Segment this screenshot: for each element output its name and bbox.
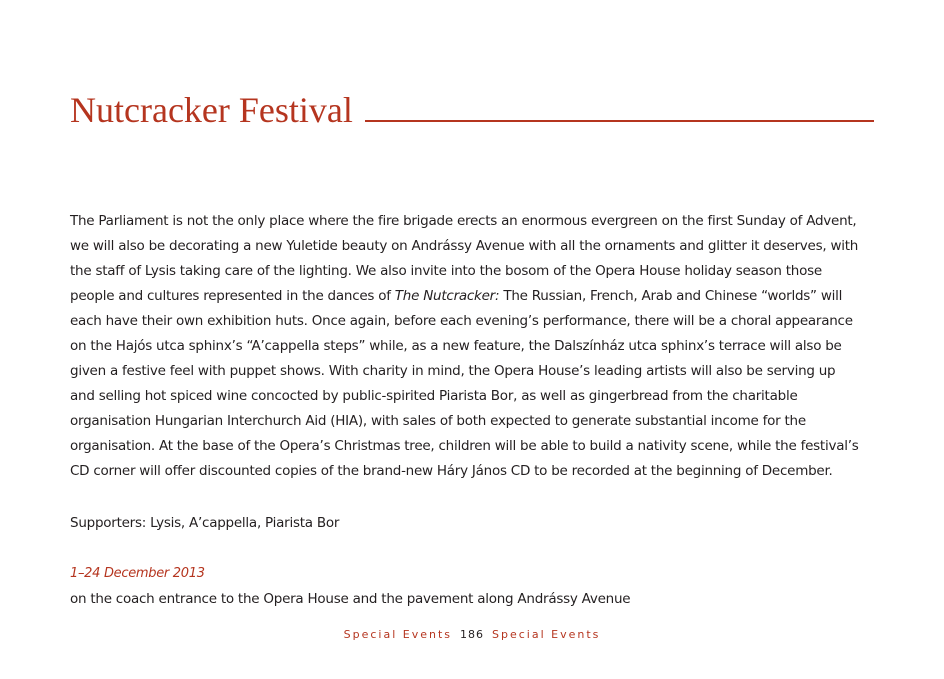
body-text-part-1: The Parliament is not the only place where the fire brigade erects an enormous evergreen on the first Sunday of Advent, we will also be decorating a new Yuletide beauty on Andrássy Avenue with all the ornaments and glitter it deserves, with the staff of Lysis taking care of the lighting. We also invite into the bosom of the Opera House holiday season those people and cultures represented in the dances of <box>70 213 859 304</box>
body-text <box>70 209 860 484</box>
title-row <box>70 88 874 132</box>
page-footer <box>0 626 944 644</box>
body-text-part-2: The Russian, French, Arab and Chinese “worlds” will each have their own exhibition huts. Once again, before each evening’s performance, there will be a choral appearance on the Hajós utca sphinx’s “A’cappella steps” while, as a new feature, the Dalszínház utca sphinx’s terrace will also be given a festive feel with puppet shows. With charity in mind, the Opera House’s leading artists will also be serving up and selling hot spiced wine concocted by public-spirited Piarista Bor, as well as gingerbread from the charitable organisation Hungarian Interchurch Aid (HIA), with sales of both expected to generate substantial income for the organisation. At the base of the Opera’s Christmas tree, children will be able to build a nativity scene, while the festival’s CD corner will offer discounted copies of the brand-new Háry János CD to be recorded at the beginning of December. <box>70 288 859 479</box>
title-rule <box>365 120 874 122</box>
supporters-line: Supporters: Lysis, A’cappella, Piarista Bor <box>70 515 340 531</box>
event-location: on the coach entrance to the Opera House and the pavement along Andrássy Avenue <box>70 591 631 607</box>
nutcracker-title-italic: The Nutcracker: <box>394 288 500 304</box>
event-date: 1–24 December 2013 <box>70 566 205 581</box>
page-title: Nutcracker Festival <box>70 90 353 130</box>
body-paragraph <box>70 209 860 484</box>
page-number: 186 <box>460 628 484 641</box>
footer-section-left: Special Events <box>343 628 452 641</box>
footer-section-right: Special Events <box>492 628 601 641</box>
